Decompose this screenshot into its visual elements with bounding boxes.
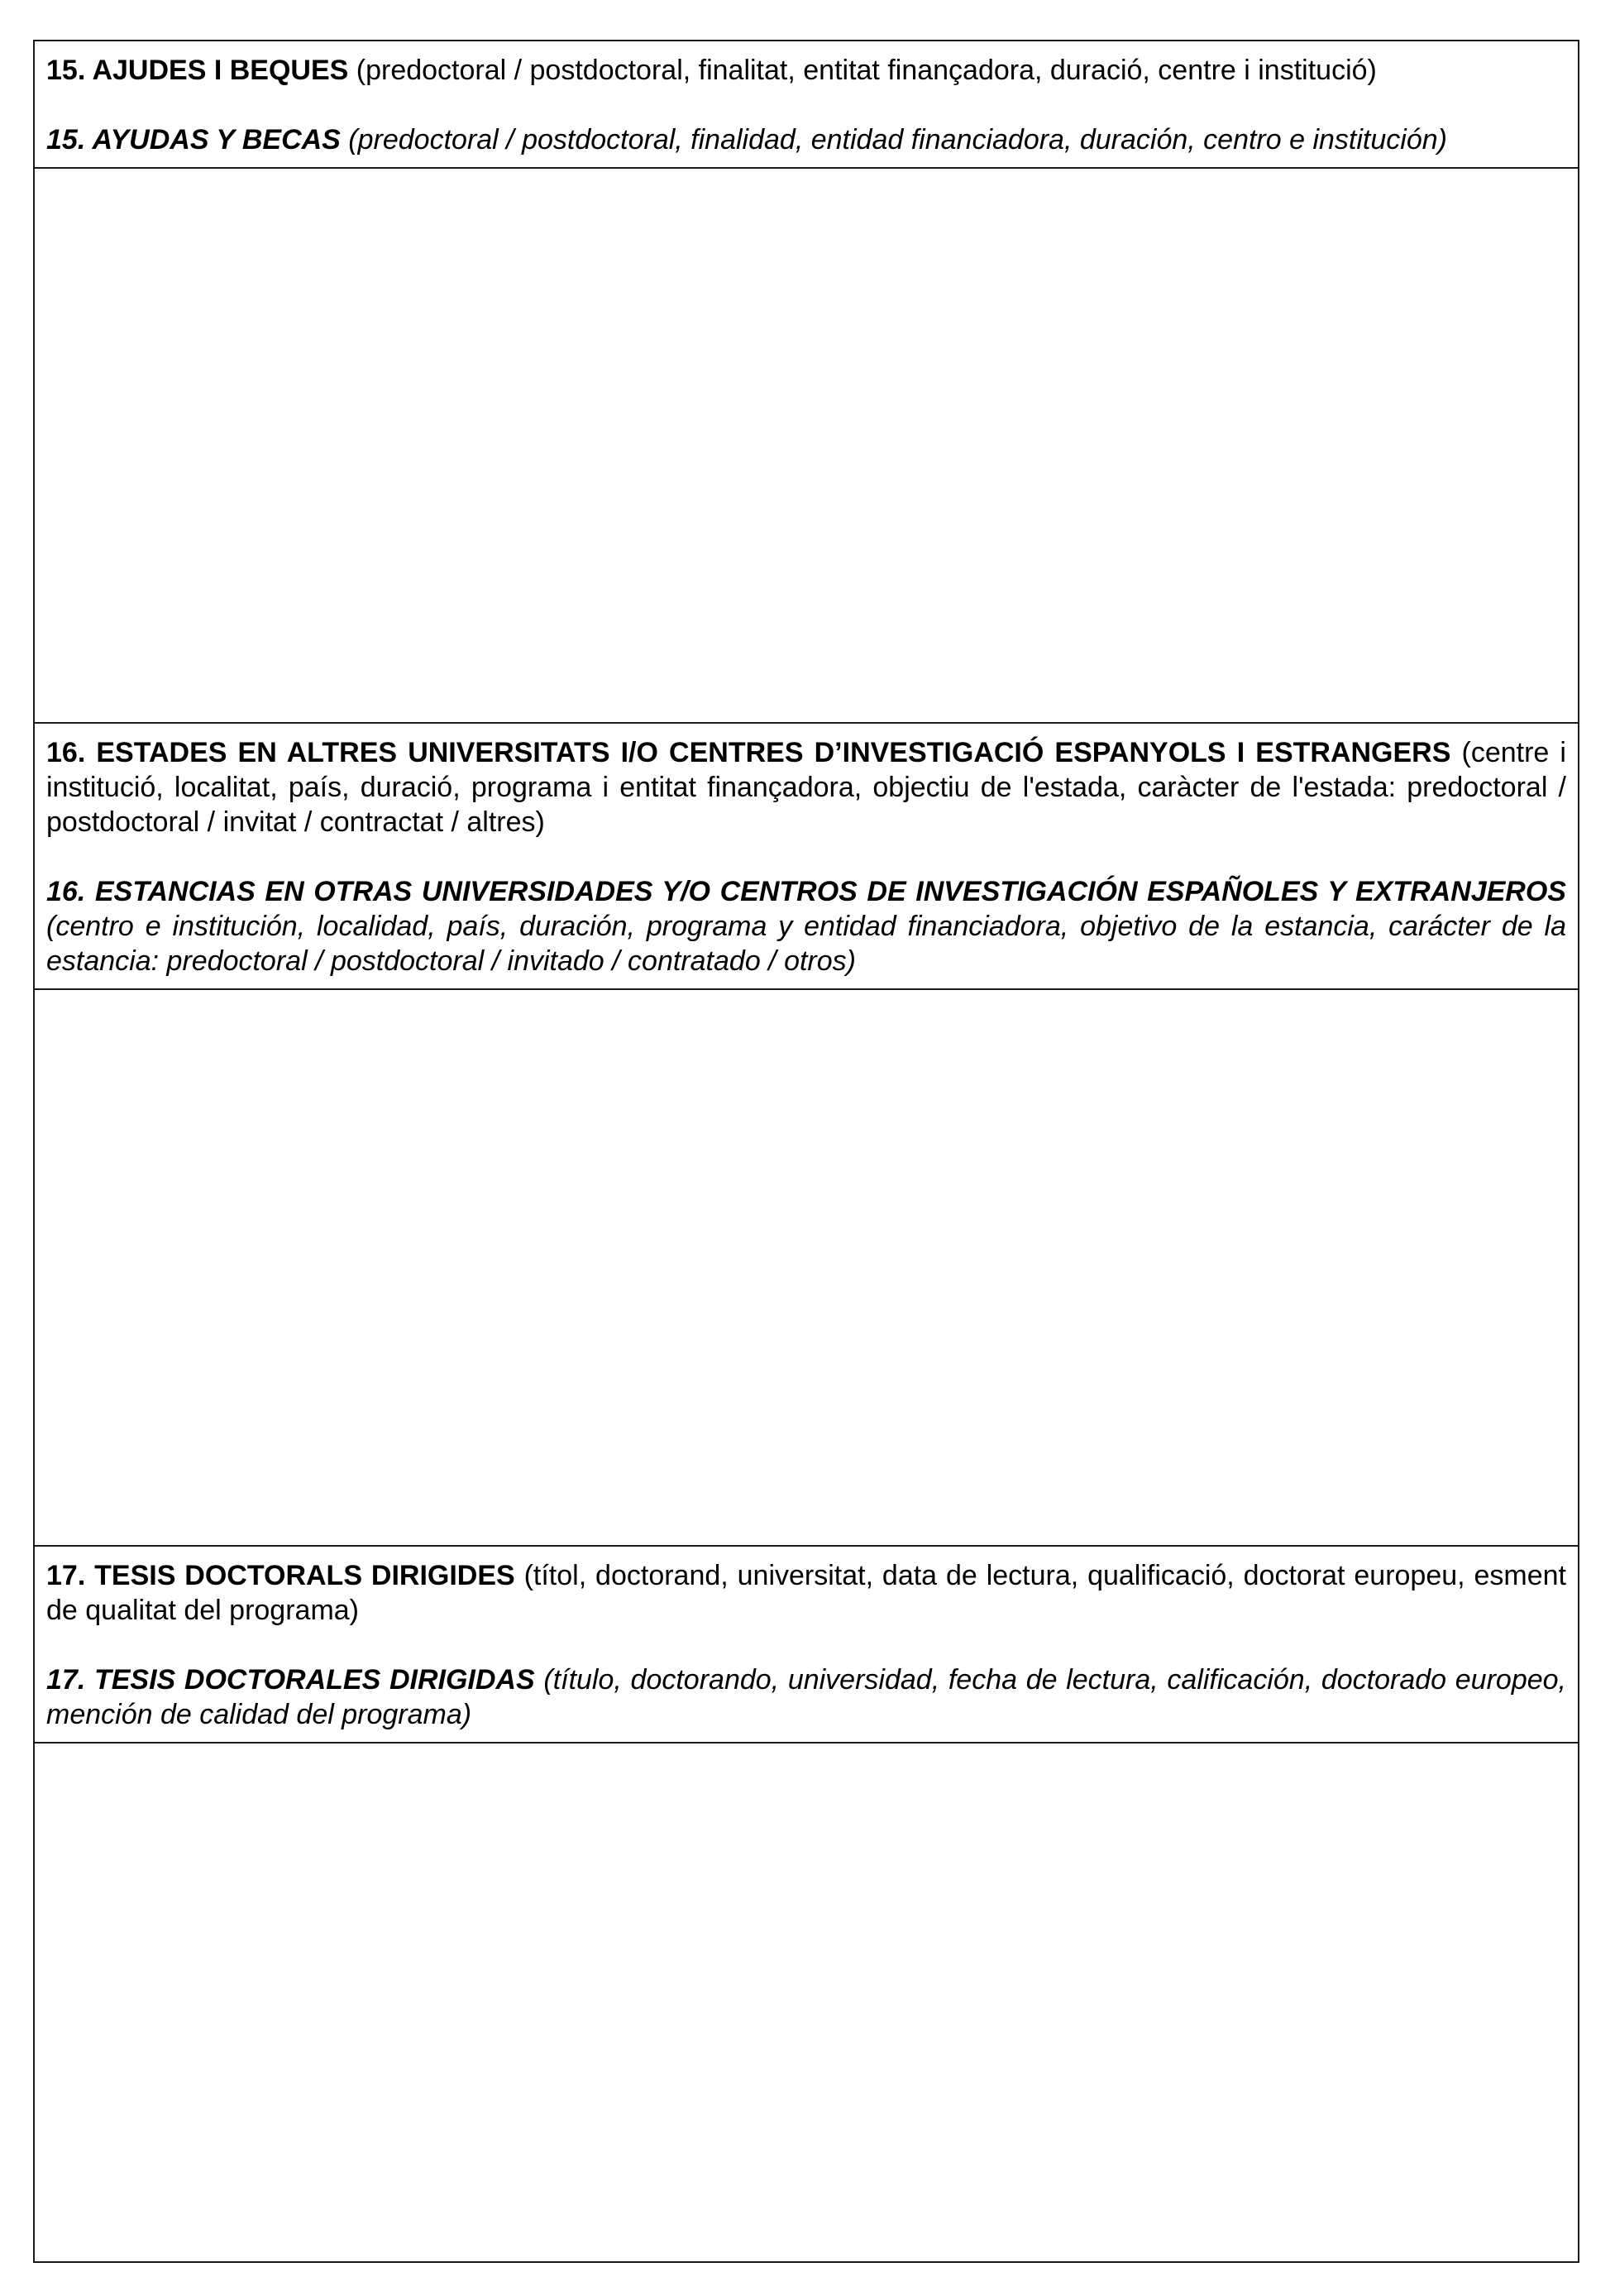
section-16-ca-description: (centre i institució, localitat, país, duració, programa i entitat finançadora, objectiu de l'estada, caràcter de l'estada: predoctoral / postdoctoral / invitat / contractat / altres) — [46, 737, 1566, 838]
section-17-es-heading — [46, 1662, 1566, 1732]
section-15-ca-title: 15. AJUDES I BEQUES — [46, 55, 349, 86]
section-15-answer-row — [34, 168, 1579, 723]
section-15-answer-field[interactable] — [34, 168, 1579, 723]
section-16-header-row — [34, 723, 1579, 989]
section-16-ca-heading — [46, 735, 1566, 839]
section-16-header — [34, 723, 1579, 989]
section-16-ca-title: 16. ESTADES EN ALTRES UNIVERSITATS I/O CENTRES D’INVESTIGACIÓ ESPANYOLS I ESTRANGERS — [46, 737, 1451, 768]
section-15-header — [34, 41, 1579, 168]
section-16-answer-field[interactable] — [34, 989, 1579, 1546]
section-16-es-heading — [46, 874, 1566, 978]
section-17-ca-description: (títol, doctorand, universitat, data de lectura, qualificació, doctorat europeu, esment de qualitat del programa) — [46, 1560, 1566, 1626]
section-15-es-heading — [46, 122, 1566, 157]
section-17-answer-row — [34, 1743, 1579, 2262]
section-15-header-row — [34, 41, 1579, 168]
section-15-es-description: (predoctoral / postdoctoral, finalidad, entidad financiadora, duración, centro e institución) — [340, 124, 1447, 155]
cv-form-table — [33, 40, 1579, 2263]
section-17-es-title: 17. TESIS DOCTORALES DIRIGIDAS — [46, 1664, 535, 1696]
section-15-ca-heading — [46, 53, 1566, 88]
section-15-ca-description: (predoctoral / postdoctoral, finalitat, entitat finançadora, duració, centre i institució) — [348, 55, 1377, 86]
section-17-header-row — [34, 1546, 1579, 1743]
section-16-es-title: 16. ESTANCIAS EN OTRAS UNIVERSIDADES Y/O CENTROS DE INVESTIGACIÓN ESPAÑOLES Y EXTRANJEROS — [46, 876, 1566, 907]
section-15-es-title: 15. AYUDAS Y BECAS — [46, 124, 341, 155]
section-16-es-description: (centro e institución, localidad, país, duración, programa y entidad financiadora, objetivo de la estancia, carácter de la estancia: predoctoral / postdoctoral / invitado / contratado / otros) — [46, 911, 1566, 977]
section-17-es-description: (título, doctorando, universidad, fecha de lectura, calificación, doctorado europeo, mención de calidad del programa) — [46, 1664, 1566, 1730]
section-17-header — [34, 1546, 1579, 1743]
section-17-answer-field[interactable] — [34, 1743, 1579, 2262]
section-16-answer-row — [34, 989, 1579, 1546]
section-17-ca-heading — [46, 1558, 1566, 1628]
section-17-ca-title: 17. TESIS DOCTORALS DIRIGIDES — [46, 1560, 515, 1591]
